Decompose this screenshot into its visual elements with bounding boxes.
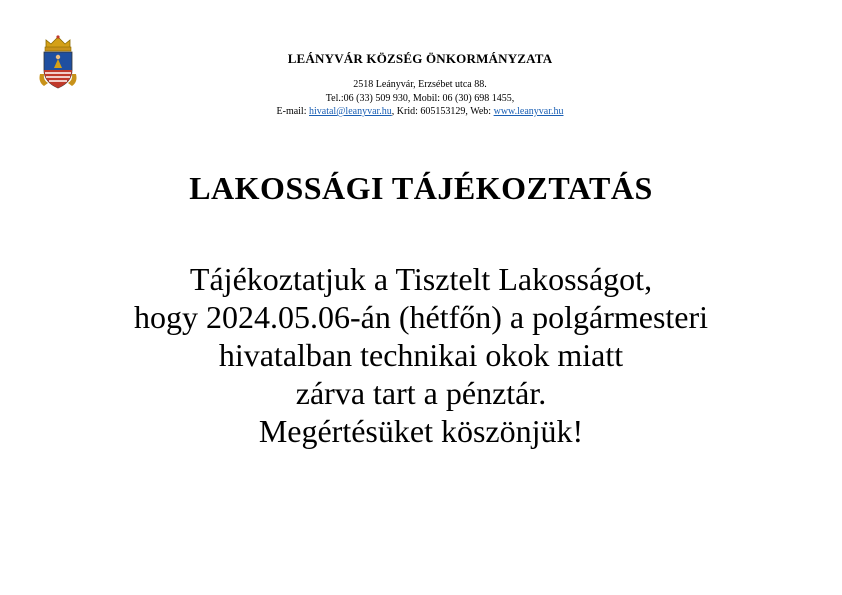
krid-label: , Krid: 605153129, Web: [391,106,494,117]
address-line: 2518 Leányvár, Erzsébet utca 88. [353,79,487,90]
notice-title: LAKOSSÁGI TÁJÉKOZTATÁS [189,170,653,206]
coat-of-arms-icon [36,34,80,94]
notice-line: Megértésüket köszönjük! [258,413,584,449]
notice-body [0,260,842,450]
notice-line: Tájékoztatjuk a Tisztelt Lakosságot, [189,261,653,297]
email-web-line [140,105,700,119]
notice-line: hivatalban technikai okok miatt [218,337,624,373]
org-name: LEÁNYVÁR KÖZSÉG ÖNKORMÁNYZATA [287,51,553,66]
email-link[interactable]: hivatal@leanyvar.hu [309,106,392,117]
notice-line: hogy 2024.05.06-án (hétfőn) a polgármesteri [133,299,709,335]
notice-line: zárva tart a pénztár. [295,375,547,411]
email-label: E-mail: [276,106,309,117]
phone-line: Tel.:06 (33) 509 930, Mobil: 06 (30) 698 1455, [325,92,515,104]
contact-block [140,78,700,119]
web-link[interactable]: www.leanyvar.hu [493,106,564,117]
